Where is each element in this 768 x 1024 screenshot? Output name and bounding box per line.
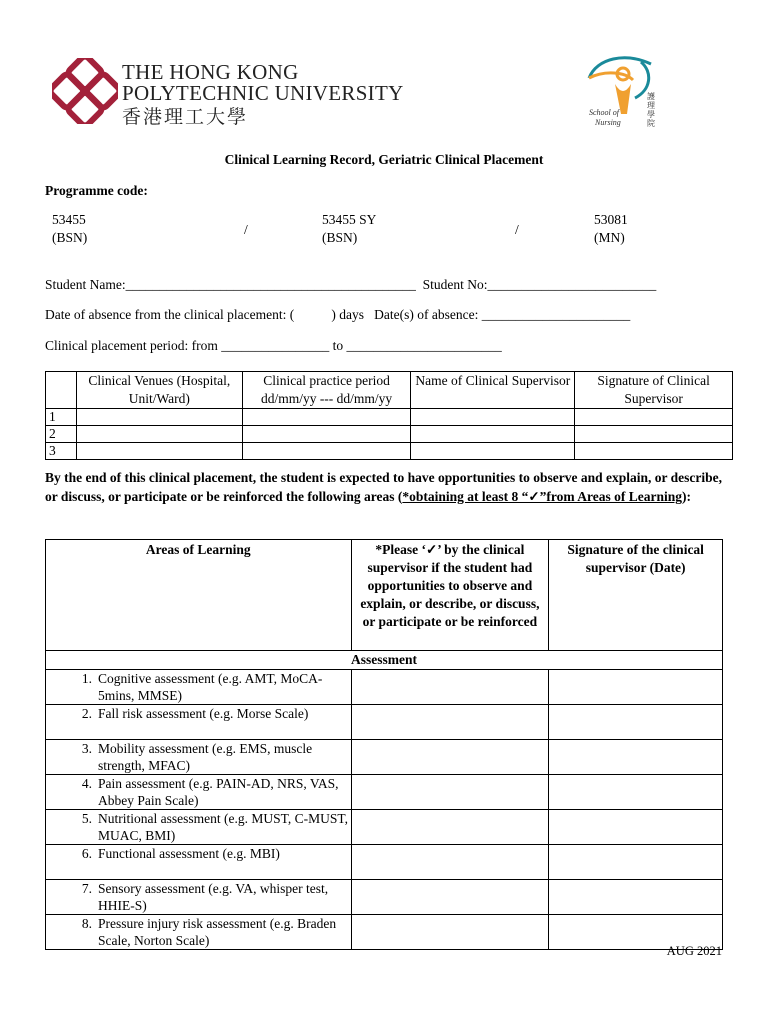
- check-cell[interactable]: [351, 705, 549, 740]
- table-row: [46, 670, 723, 705]
- areas-header-checkbox: *Please ‘✓’ by the clinical supervisor if the student had opportunities to observe and explain, or describe, or discuss, or participate or be reinforced: [351, 540, 549, 651]
- programme-separator-2: /: [515, 222, 519, 237]
- areas-header-learning: Areas of Learning: [46, 540, 352, 651]
- section-assessment: Assessment: [46, 651, 723, 670]
- table-row: [46, 705, 723, 740]
- learning-area-item: 5. Nutritional assessment (e.g. MUST, C-MUST, MUAC, BMI): [46, 810, 352, 845]
- programme-code-1: 53455 (BSN): [52, 212, 88, 245]
- check-cell[interactable]: [351, 740, 549, 775]
- signature-date-cell[interactable]: [549, 740, 723, 775]
- absence-field[interactable]: Date of absence from the clinical placement: ( ) days Date(s) of absence: ______________________: [45, 307, 631, 322]
- venue-header-venues: Clinical Venues (Hospital, Unit/Ward): [76, 372, 242, 409]
- programme-separator-1: /: [244, 222, 248, 237]
- check-cell[interactable]: [351, 810, 549, 845]
- check-cell[interactable]: [351, 775, 549, 810]
- expectation-statement: By the end of this clinical placement, the student is expected to have opportunities to observe and explain, or describe, or discuss, or participate or be reinforced the following areas (*obtaining at least 8 “✓”from Areas of Learning):: [45, 470, 722, 504]
- table-row: [46, 775, 723, 810]
- venue-header-signature: Signature of Clinical Supervisor: [575, 372, 733, 409]
- venue-cell[interactable]: [76, 409, 242, 426]
- table-row: [46, 426, 733, 443]
- school-name-line2: Nursing: [595, 118, 621, 127]
- check-cell[interactable]: [351, 845, 549, 880]
- revision-date: AUG 2021: [666, 944, 722, 958]
- period-cell[interactable]: [242, 426, 411, 443]
- signature-date-cell[interactable]: [549, 810, 723, 845]
- check-cell[interactable]: [351, 670, 549, 705]
- table-row: [46, 915, 723, 950]
- check-cell[interactable]: [351, 915, 549, 950]
- table-row: [46, 409, 733, 426]
- table-row: [46, 443, 733, 460]
- programme-code-3: 53081 (MN): [594, 212, 628, 245]
- signature-cell[interactable]: [575, 409, 733, 426]
- signature-date-cell[interactable]: [549, 845, 723, 880]
- signature-cell[interactable]: [575, 426, 733, 443]
- university-name-chinese: 香港理工大學: [122, 107, 249, 128]
- signature-date-cell[interactable]: [549, 880, 723, 915]
- venue-header-supervisor: Name of Clinical Supervisor: [411, 372, 575, 409]
- learning-area-item: 1. Cognitive assessment (e.g. AMT, MoCA-5mins, MMSE): [46, 670, 352, 705]
- polyu-logo-icon: [52, 58, 118, 124]
- row-number: 1: [46, 409, 77, 426]
- learning-area-item: 8. Pressure injury risk assessment (e.g. Braden Scale, Norton Scale): [46, 915, 352, 950]
- learning-area-item: 6. Functional assessment (e.g. MBI): [46, 845, 352, 880]
- school-name-line1: School of: [589, 108, 619, 117]
- table-row: [46, 880, 723, 915]
- placement-period-field[interactable]: Clinical placement period: from ________________ to _______________________: [45, 338, 502, 353]
- signature-date-cell[interactable]: [549, 705, 723, 740]
- learning-area-item: 2. Fall risk assessment (e.g. Morse Scale): [46, 705, 352, 740]
- supervisor-cell[interactable]: [411, 426, 575, 443]
- learning-area-item: 3. Mobility assessment (e.g. EMS, muscle strength, MFAC): [46, 740, 352, 775]
- signature-date-cell[interactable]: [549, 670, 723, 705]
- document-title: Clinical Learning Record, Geriatric Clinical Placement: [224, 152, 544, 167]
- venue-table-corner: [46, 372, 77, 409]
- venue-header-period: Clinical practice period dd/mm/yy --- dd/mm/yy: [242, 372, 411, 409]
- row-number: 2: [46, 426, 77, 443]
- table-row: [46, 740, 723, 775]
- programme-code-2: 53455 SY (BSN): [322, 212, 377, 245]
- minimum-requirement: *obtaining at least 8 “✓”from Areas of Learning: [402, 489, 683, 504]
- school-name-chinese: 護理學院: [647, 92, 655, 128]
- supervisor-cell[interactable]: [411, 443, 575, 460]
- venue-cell[interactable]: [76, 443, 242, 460]
- signature-cell[interactable]: [575, 443, 733, 460]
- table-row: [46, 810, 723, 845]
- supervisor-cell[interactable]: [411, 409, 575, 426]
- table-row: [46, 845, 723, 880]
- student-name-field[interactable]: Student Name:___________________________________________ Student No:_________________________: [45, 277, 657, 292]
- learning-area-item: 7. Sensory assessment (e.g. VA, whisper test, HHIE-S): [46, 880, 352, 915]
- learning-area-item: 4. Pain assessment (e.g. PAIN-AD, NRS, VAS, Abbey Pain Scale): [46, 775, 352, 810]
- row-number: 3: [46, 443, 77, 460]
- check-cell[interactable]: [351, 880, 549, 915]
- programme-code-label: Programme code:: [45, 183, 148, 198]
- university-name-line2: POLYTECHNIC UNIVERSITY: [122, 81, 404, 105]
- areas-of-learning-table: [45, 539, 723, 950]
- venue-cell[interactable]: [76, 426, 242, 443]
- period-cell[interactable]: [242, 409, 411, 426]
- areas-header-signature: Signature of the clinical supervisor (Date): [549, 540, 723, 651]
- school-of-nursing-logo: [585, 50, 665, 132]
- clinical-venue-table: [45, 371, 733, 460]
- university-name-line1: THE HONG KONG: [122, 60, 299, 84]
- period-cell[interactable]: [242, 443, 411, 460]
- signature-date-cell[interactable]: [549, 775, 723, 810]
